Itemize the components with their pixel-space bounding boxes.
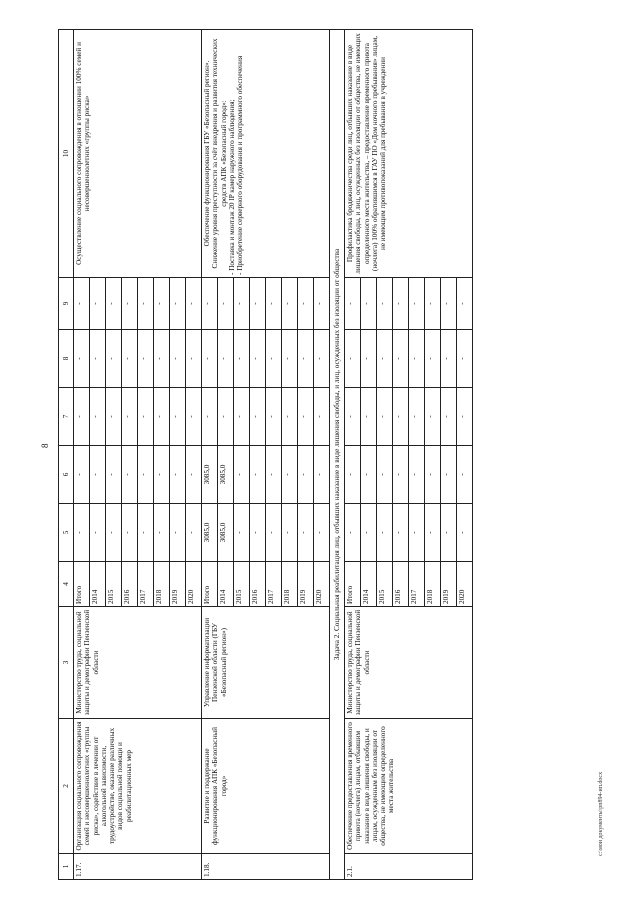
value-cell: - xyxy=(361,330,377,388)
year-cell: Итого xyxy=(74,562,90,607)
year-cell: 2014 xyxy=(361,562,377,607)
year-cell: 2016 xyxy=(122,562,138,607)
value-cell: - xyxy=(250,388,266,446)
value-cell: - xyxy=(409,446,425,504)
year-cell: 2019 xyxy=(298,562,314,607)
year-cell: 2020 xyxy=(314,562,330,607)
value-cell: - xyxy=(361,278,377,330)
year-cell: 2014 xyxy=(90,562,106,607)
value-cell: - xyxy=(106,278,122,330)
value-cell: - xyxy=(186,446,202,504)
page-number: 8 xyxy=(40,443,50,448)
value-cell: - xyxy=(154,504,170,562)
value-cell: - xyxy=(409,278,425,330)
value-cell: - xyxy=(234,278,250,330)
value-cell: - xyxy=(393,278,409,330)
value-cell: - xyxy=(314,330,330,388)
value-cell: - xyxy=(457,504,473,562)
year-cell: 2018 xyxy=(282,562,298,607)
value-cell: - xyxy=(298,504,314,562)
task-heading-row xyxy=(330,30,345,880)
value-cell: - xyxy=(218,330,234,388)
year-cell: 2016 xyxy=(250,562,266,607)
value-cell: - xyxy=(457,330,473,388)
year-cell: 2019 xyxy=(441,562,457,607)
value-cell: - xyxy=(218,388,234,446)
value-cell: - xyxy=(90,504,106,562)
value-cell: - xyxy=(234,504,250,562)
header-row xyxy=(59,30,74,880)
executor: Управление информатизации Пензенской области (ГБУ «Безопасный регион») xyxy=(202,607,330,719)
col-header-9: 9 xyxy=(59,278,74,330)
year-cell: Итого xyxy=(345,562,361,607)
value-cell: - xyxy=(457,278,473,330)
value-cell: - xyxy=(377,330,393,388)
value-cell: - xyxy=(186,278,202,330)
expected-result xyxy=(202,30,330,278)
value-cell: - xyxy=(266,446,282,504)
value-cell: - xyxy=(122,278,138,330)
value-cell: - xyxy=(377,278,393,330)
value-cell: - xyxy=(106,388,122,446)
year-cell: 2015 xyxy=(234,562,250,607)
value-cell: - xyxy=(393,330,409,388)
row-number: 1.18. xyxy=(202,854,330,880)
value-cell: - xyxy=(361,504,377,562)
result-line: Снижение уровня преступности за счёт внедрения и развития технических средств АПК «Безопасный город»: xyxy=(211,38,228,269)
program-activities-table xyxy=(58,29,473,880)
value-cell: - xyxy=(425,388,441,446)
value-cell: - xyxy=(266,330,282,388)
year-cell: 2015 xyxy=(377,562,393,607)
value-cell: - xyxy=(170,446,186,504)
value-cell: - xyxy=(170,504,186,562)
table-row xyxy=(345,30,361,880)
value-cell: - xyxy=(345,388,361,446)
year-cell: 2017 xyxy=(266,562,282,607)
value-cell: - xyxy=(170,388,186,446)
value-cell: - xyxy=(170,330,186,388)
value-cell: - xyxy=(425,504,441,562)
value-cell: - xyxy=(122,330,138,388)
value-cell: - xyxy=(138,278,154,330)
value-cell: 3085,0 xyxy=(218,504,234,562)
value-cell: - xyxy=(361,388,377,446)
value-cell: - xyxy=(345,278,361,330)
value-cell: - xyxy=(282,446,298,504)
value-cell: - xyxy=(314,504,330,562)
value-cell: - xyxy=(138,388,154,446)
value-cell: - xyxy=(250,278,266,330)
year-cell: 2019 xyxy=(170,562,186,607)
value-cell: - xyxy=(202,388,218,446)
value-cell: - xyxy=(425,278,441,330)
col-header-2: 2 xyxy=(59,719,74,854)
executor: Министерство труда, социальной защиты и демографии Пензенской области xyxy=(74,607,202,719)
value-cell: - xyxy=(250,330,266,388)
value-cell: 3085,0 xyxy=(202,446,218,504)
result-line: - Поставка и монтаж 20 IP камер наружного наблюдения; xyxy=(227,99,236,275)
value-cell: - xyxy=(138,504,154,562)
value-cell: - xyxy=(186,504,202,562)
value-cell: - xyxy=(106,330,122,388)
year-cell: 2018 xyxy=(154,562,170,607)
value-cell: - xyxy=(106,504,122,562)
value-cell: - xyxy=(106,446,122,504)
activity-name: Обеспечение предоставления временного приюта (ночлега) лицам, отбывшим наказание в виде лишения свободы, и лицам, осужденным без изоляции от общества, не имеющим определенного места жительства xyxy=(345,719,473,854)
activity-name: Организация социального сопровождения семей и несовершеннолетних «группы риска», содействие в лечении от алкогольной зависимости, трудоустройстве, оказание различных видов социальной помощи и реабилитационных мер xyxy=(74,719,202,854)
value-cell: - xyxy=(345,446,361,504)
year-cell: Итого xyxy=(202,562,218,607)
value-cell: - xyxy=(154,388,170,446)
value-cell: - xyxy=(441,278,457,330)
value-cell: - xyxy=(234,388,250,446)
value-cell: - xyxy=(393,446,409,504)
value-cell: - xyxy=(298,388,314,446)
value-cell: - xyxy=(314,388,330,446)
value-cell: - xyxy=(377,504,393,562)
value-cell: - xyxy=(138,446,154,504)
value-cell: - xyxy=(409,388,425,446)
value-cell: - xyxy=(154,278,170,330)
value-cell: - xyxy=(90,446,106,504)
value-cell: - xyxy=(457,388,473,446)
value-cell: - xyxy=(266,388,282,446)
value-cell: - xyxy=(250,446,266,504)
value-cell: - xyxy=(441,446,457,504)
value-cell: - xyxy=(314,278,330,330)
value-cell: - xyxy=(409,330,425,388)
value-cell: - xyxy=(377,388,393,446)
value-cell: - xyxy=(409,504,425,562)
value-cell: - xyxy=(282,388,298,446)
value-cell: - xyxy=(393,504,409,562)
value-cell: - xyxy=(74,504,90,562)
value-cell: - xyxy=(154,446,170,504)
value-cell: - xyxy=(266,278,282,330)
value-cell: - xyxy=(298,446,314,504)
value-cell: - xyxy=(282,504,298,562)
year-cell: 2020 xyxy=(457,562,473,607)
value-cell: - xyxy=(457,446,473,504)
row-number: 1.17. xyxy=(74,854,202,880)
value-cell: - xyxy=(266,504,282,562)
value-cell: - xyxy=(250,504,266,562)
col-header-1: 1 xyxy=(59,854,74,880)
value-cell: - xyxy=(186,388,202,446)
value-cell: - xyxy=(345,504,361,562)
value-cell: - xyxy=(425,330,441,388)
value-cell: - xyxy=(234,330,250,388)
value-cell: - xyxy=(90,388,106,446)
col-header-10: 10 xyxy=(59,30,74,278)
col-header-4: 4 xyxy=(59,562,74,607)
value-cell: - xyxy=(234,446,250,504)
value-cell: - xyxy=(393,388,409,446)
value-cell: 3085,0 xyxy=(202,504,218,562)
year-cell: 2017 xyxy=(138,562,154,607)
rotated-program-table-wrapper xyxy=(58,30,598,880)
value-cell: - xyxy=(282,278,298,330)
value-cell: - xyxy=(170,278,186,330)
value-cell: - xyxy=(298,330,314,388)
table-row xyxy=(74,30,90,880)
value-cell: - xyxy=(218,278,234,330)
year-cell: 2018 xyxy=(425,562,441,607)
value-cell: - xyxy=(90,330,106,388)
year-cell: 2017 xyxy=(409,562,425,607)
value-cell: - xyxy=(441,388,457,446)
row-number: 2.1. xyxy=(345,854,473,880)
value-cell: - xyxy=(74,388,90,446)
value-cell: - xyxy=(122,388,138,446)
year-cell: 2020 xyxy=(186,562,202,607)
value-cell: 3085,0 xyxy=(218,446,234,504)
result-line: Обеспечение функционирования ГБУ «Безопасный регион». xyxy=(203,60,211,247)
document-file-path: c:\мои документы\рп894-ип.docx xyxy=(598,771,604,856)
value-cell: - xyxy=(441,504,457,562)
task-heading: Задача 2. Социальная реабилитация лиц, отбывших наказание в виде лишения свободы, и лиц, осужденных без изоляции от общества xyxy=(330,30,345,880)
expected-result: Профилактика бродяжничества среди лиц, отбывших наказание в виде лишения свободы, и лиц, осужденных без изоляции от общества, не имеющих определенного места жительства, – предоставление временного приюта (ночлега) 100% обратившимся в ГАУ ПО «Дом ночного пребывания» лицам, не имеющим противопоказаний для пребывания в учреждении xyxy=(345,30,473,278)
value-cell: - xyxy=(90,278,106,330)
table-row xyxy=(202,30,218,880)
value-cell: - xyxy=(202,278,218,330)
value-cell: - xyxy=(74,446,90,504)
col-header-6: 6 xyxy=(59,446,74,504)
value-cell: - xyxy=(122,446,138,504)
result-line: - Приобретение серверного оборудования и программного обеспечения xyxy=(236,55,245,275)
value-cell: - xyxy=(377,446,393,504)
col-header-7: 7 xyxy=(59,388,74,446)
value-cell: - xyxy=(345,330,361,388)
year-cell: 2014 xyxy=(218,562,234,607)
value-cell: - xyxy=(122,504,138,562)
value-cell: - xyxy=(441,330,457,388)
executor: Министерство труда, социальной защиты и демографии Пензенской области xyxy=(345,607,473,719)
value-cell: - xyxy=(425,446,441,504)
value-cell: - xyxy=(74,278,90,330)
col-header-3: 3 xyxy=(59,607,74,719)
year-cell: 2015 xyxy=(106,562,122,607)
value-cell: - xyxy=(282,330,298,388)
value-cell: - xyxy=(314,446,330,504)
activity-name: Развитие и поддержание функционирования АПК «Безопасный город» xyxy=(202,719,330,854)
col-header-8: 8 xyxy=(59,330,74,388)
value-cell: - xyxy=(186,330,202,388)
value-cell: - xyxy=(74,330,90,388)
col-header-5: 5 xyxy=(59,504,74,562)
value-cell: - xyxy=(361,446,377,504)
value-cell: - xyxy=(154,330,170,388)
expected-result: Осуществление социального сопровождения в отношении 100% семей и несовершеннолетних «группы риска» xyxy=(74,30,202,278)
value-cell: - xyxy=(138,330,154,388)
year-cell: 2016 xyxy=(393,562,409,607)
value-cell: - xyxy=(202,330,218,388)
value-cell: - xyxy=(298,278,314,330)
